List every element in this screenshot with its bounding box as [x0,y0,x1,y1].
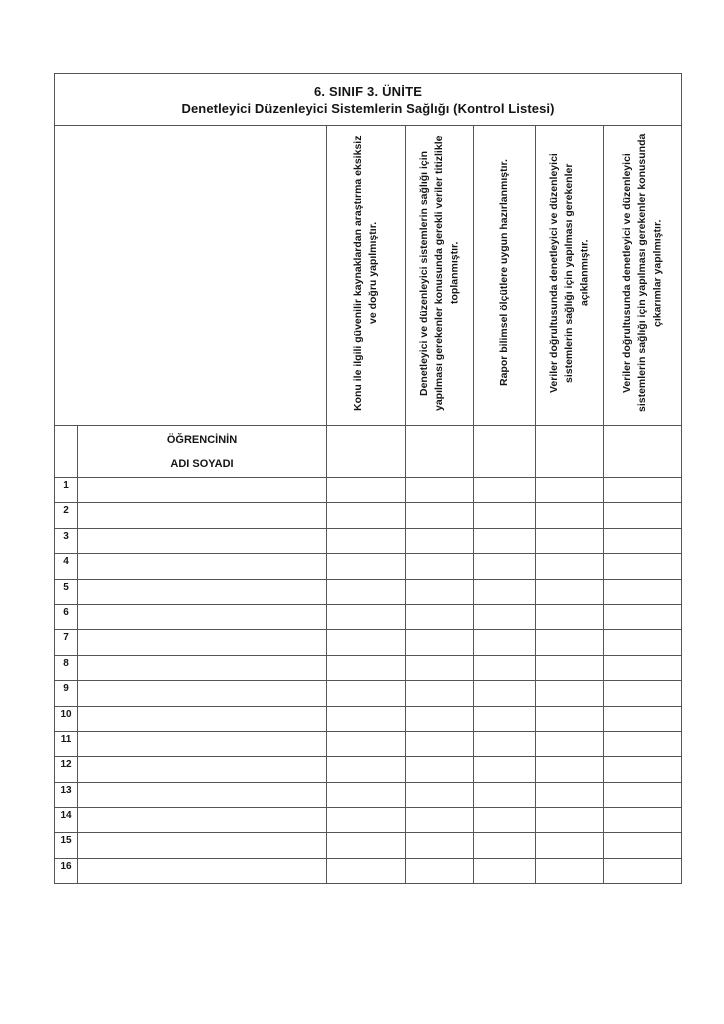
criterion-cell [327,706,406,731]
checklist-table [54,73,682,884]
criterion-cell [406,554,474,579]
criterion-cell [406,655,474,680]
criterion-cell [474,833,536,858]
criterion-cell [406,808,474,833]
criterion-cell [406,858,474,883]
table-row [55,731,682,756]
criterion-cell [406,426,474,478]
criterion-cell [474,757,536,782]
criterion-cell [327,503,406,528]
criterion-cell [536,630,604,655]
table-row [55,808,682,833]
row-number: 11 [55,731,78,756]
criterion-text-3: Rapor bilimsel ölçütlere uygun hazırlanmıştır. [497,159,510,387]
criteria-header-spacer [55,126,327,426]
table-row [55,681,682,706]
student-name-cell [78,528,327,553]
criterion-cell [536,579,604,604]
table-row [55,503,682,528]
criterion-cell [406,681,474,706]
criterion-cell [327,604,406,629]
criterion-cell [536,426,604,478]
criterion-cell [474,706,536,731]
criterion-header-1 [327,126,406,426]
criterion-cell [604,579,682,604]
row-number-header [55,426,78,478]
criterion-cell [536,503,604,528]
criterion-cell [327,554,406,579]
criterion-cell [604,681,682,706]
criterion-cell [327,630,406,655]
criterion-header-5 [604,126,682,426]
row-number: 7 [55,630,78,655]
table-row [55,858,682,883]
student-name-cell [78,731,327,756]
criterion-cell [327,833,406,858]
table-row [55,655,682,680]
criterion-cell [536,782,604,807]
criterion-cell [406,579,474,604]
criterion-cell [474,731,536,756]
criterion-cell [604,833,682,858]
criterion-cell [474,858,536,883]
student-header-line-1: ÖĞRENCİNİN [166,433,238,446]
criterion-cell [327,808,406,833]
criterion-cell [604,655,682,680]
row-number: 1 [55,478,78,503]
criterion-cell [406,630,474,655]
criterion-cell [406,833,474,858]
student-name-cell [78,630,327,655]
student-name-cell [78,782,327,807]
row-number: 8 [55,655,78,680]
criterion-cell [536,655,604,680]
student-name-cell [78,858,327,883]
criterion-cell [406,503,474,528]
table-row [55,630,682,655]
criterion-text-5: Veriler doğrultusunda denetleyici ve düzenleyici sistemlerin sağlığı için yapılması gerekenler konusunda çıkarımlar yapılmıştır. [620,133,664,413]
table-title [55,74,682,126]
criterion-cell [604,478,682,503]
criterion-cell [536,554,604,579]
criterion-cell [327,731,406,756]
row-number: 4 [55,554,78,579]
student-name-header [78,426,327,478]
criterion-cell [536,478,604,503]
criterion-cell [327,782,406,807]
title-line-2: Denetleyici Düzenleyici Sistemlerin Sağlığı (Kontrol Listesi) [181,100,555,116]
criterion-cell [604,731,682,756]
criterion-cell [327,528,406,553]
criterion-cell [604,757,682,782]
row-number: 5 [55,579,78,604]
row-number: 12 [55,757,78,782]
table-row [55,478,682,503]
criterion-cell [604,528,682,553]
criterion-cell [536,706,604,731]
criterion-cell [327,579,406,604]
criterion-cell [406,706,474,731]
criterion-cell [474,808,536,833]
student-name-cell [78,833,327,858]
criterion-cell [474,478,536,503]
criterion-cell [327,681,406,706]
criterion-cell [604,426,682,478]
table-row [55,833,682,858]
criterion-cell [536,528,604,553]
criterion-cell [406,782,474,807]
criterion-cell [474,630,536,655]
criterion-cell [474,503,536,528]
row-number: 2 [55,503,78,528]
table-row [55,528,682,553]
criterion-text-2: Denetleyici ve düzenleyici sistemlerin sağlığı için yapılması gerekenler konusunda gerekli veriler titizlikle toplanmıştır. [417,135,461,411]
row-number: 13 [55,782,78,807]
criterion-cell [474,528,536,553]
row-number: 14 [55,808,78,833]
title-line-1: 6. SINIF 3. ÜNİTE [313,83,423,99]
table-row [55,782,682,807]
table-row [55,554,682,579]
row-number: 9 [55,681,78,706]
criterion-cell [406,478,474,503]
criterion-header-2 [406,126,474,426]
criterion-cell [604,858,682,883]
criterion-cell [536,858,604,883]
row-number: 10 [55,706,78,731]
criterion-cell [536,808,604,833]
criterion-cell [536,604,604,629]
student-name-cell [78,655,327,680]
criterion-cell [406,757,474,782]
criterion-cell [604,808,682,833]
criterion-cell [406,528,474,553]
student-name-cell [78,554,327,579]
criterion-cell [474,604,536,629]
criterion-cell [604,503,682,528]
criterion-cell [327,655,406,680]
criterion-cell [536,833,604,858]
table-row [55,604,682,629]
criterion-cell [604,554,682,579]
criterion-cell [327,426,406,478]
criterion-cell [536,757,604,782]
row-number: 3 [55,528,78,553]
criterion-cell [327,478,406,503]
criterion-cell [604,782,682,807]
criterion-cell [604,706,682,731]
student-name-cell [78,579,327,604]
student-name-cell [78,478,327,503]
criterion-cell [536,731,604,756]
criterion-cell [474,426,536,478]
criterion-header-4 [536,126,604,426]
criterion-cell [604,630,682,655]
student-name-cell [78,681,327,706]
criterion-cell [474,554,536,579]
criterion-cell [327,858,406,883]
criterion-cell [327,757,406,782]
table-row [55,757,682,782]
criterion-cell [474,579,536,604]
student-name-cell [78,808,327,833]
criterion-text-1: Konu ile ilgili güvenilir kaynaklardan araştırma eksiksiz ve doğru yapılmıştır. [351,135,379,411]
criterion-cell [474,782,536,807]
criterion-cell [474,655,536,680]
row-number: 15 [55,833,78,858]
criterion-header-3 [474,126,536,426]
student-header-line-2: ADI SOYADI [170,457,234,470]
criterion-cell [406,604,474,629]
criterion-cell [604,604,682,629]
student-name-cell [78,604,327,629]
student-name-cell [78,757,327,782]
row-number: 16 [55,858,78,883]
criterion-text-4: Veriler doğrultusunda denetleyici ve düzenleyici sistemlerin sağlığı için yapılması gerekenler açıklanmıştır. [547,153,591,393]
student-name-cell [78,503,327,528]
student-name-cell [78,706,327,731]
criterion-cell [536,681,604,706]
row-number: 6 [55,604,78,629]
criterion-cell [406,731,474,756]
criterion-cell [474,681,536,706]
table-row [55,579,682,604]
table-row [55,706,682,731]
